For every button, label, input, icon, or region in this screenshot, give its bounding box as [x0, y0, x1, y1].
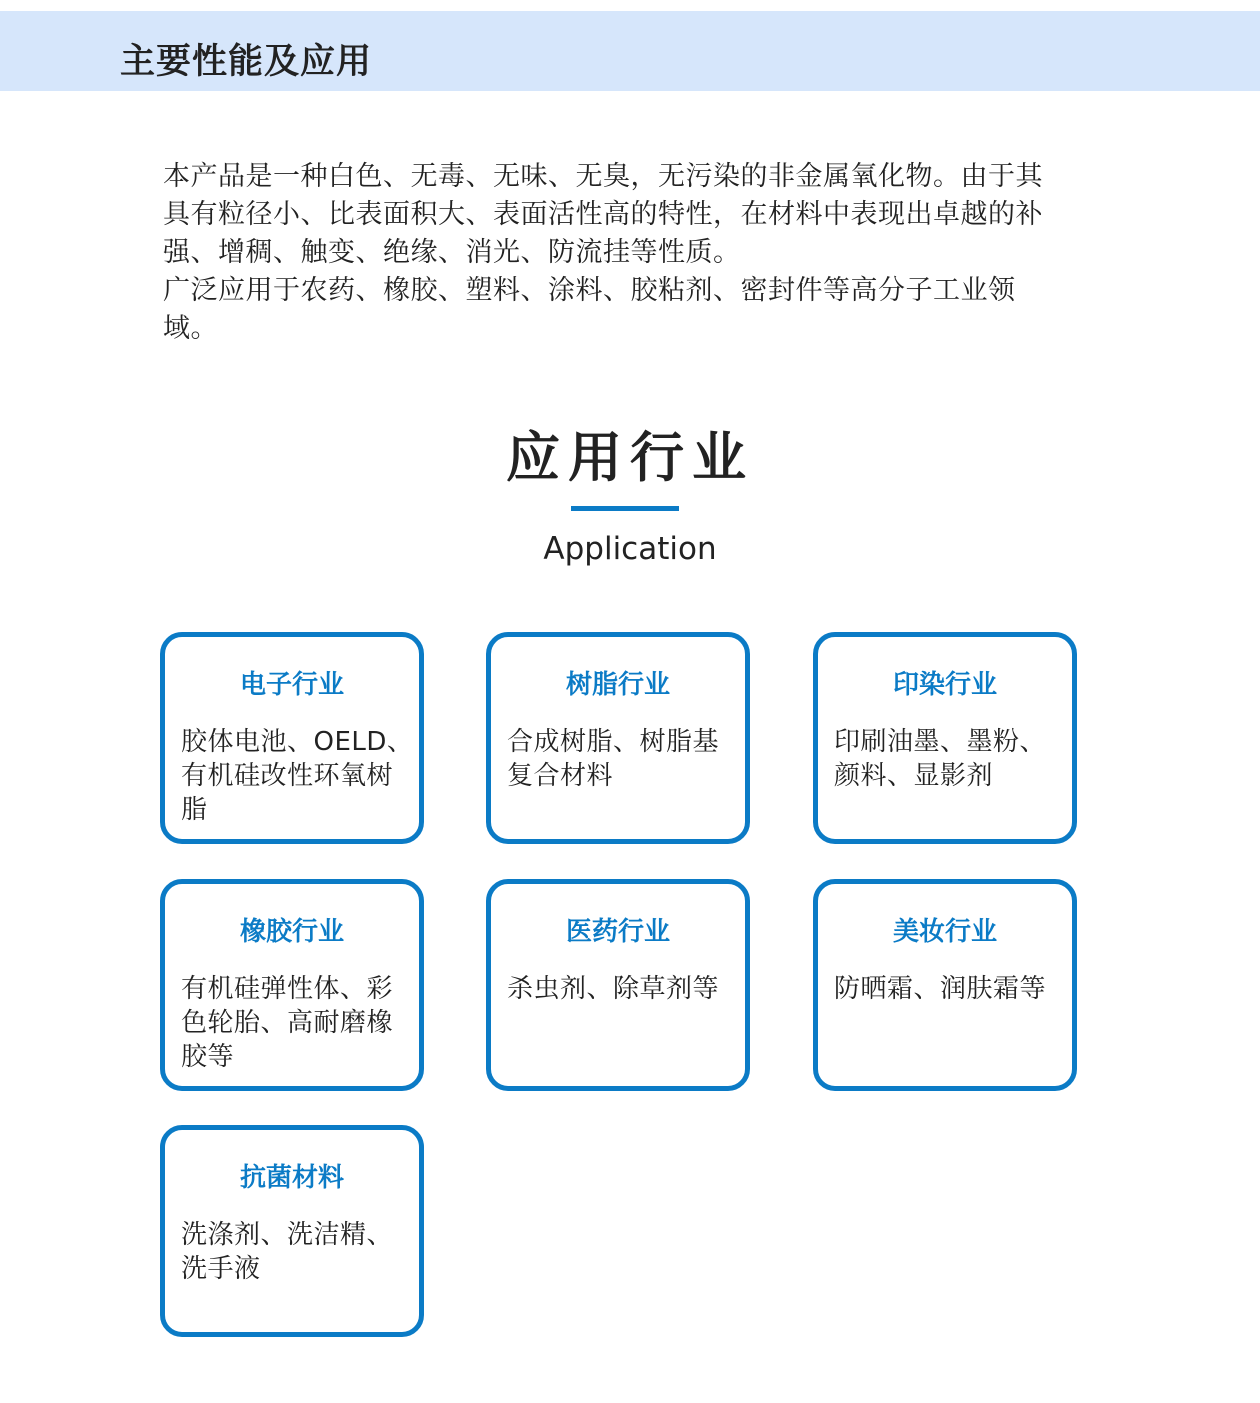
card-title: 印染行业	[892, 670, 997, 700]
card-title: 橡胶行业	[239, 917, 344, 947]
intro-paragraph: 广泛应用于农药、橡胶、塑料、涂料、胶粘剂、密封件等高分子工业领域。	[163, 275, 1016, 344]
industry-card-rubber	[160, 879, 424, 1091]
card-title: 抗菌材料	[239, 1163, 344, 1193]
industry-card-electronics	[160, 632, 424, 844]
industry-card-dyeing	[813, 632, 1077, 844]
header-band	[0, 11, 1260, 91]
card-title: 美妆行业	[892, 917, 997, 947]
section-divider	[571, 506, 679, 511]
card-description: 胶体电池、OELD、有机硅改性环氧树脂	[181, 727, 414, 825]
card-title: 树脂行业	[565, 670, 670, 700]
card-title: 医药行业	[565, 917, 670, 947]
section-subtitle: Application	[543, 531, 717, 567]
card-description: 有机硅弹性体、彩色轮胎、高耐磨橡胶等	[181, 974, 394, 1072]
industry-card-cosmetics	[813, 879, 1077, 1091]
card-description: 防晒霜、润肤霜等	[834, 974, 1047, 1004]
card-title: 电子行业	[239, 670, 344, 700]
card-description: 印刷油墨、墨粉、颜料、显影剂	[834, 727, 1047, 791]
intro-text	[163, 158, 1068, 348]
card-description: 合成树脂、树脂基复合材料	[507, 727, 720, 791]
intro-paragraph: 本产品是一种白色、无毒、无味、无臭，无污染的非金属氧化物。由于其具有粒径小、比表面积大、表面活性高的特性，在材料中表现出卓越的补强、增稠、触变、绝缘、消光、防流挂等性质。	[163, 161, 1043, 268]
industry-card-resin	[486, 632, 750, 844]
card-description: 洗涤剂、洗洁精、洗手液	[181, 1220, 394, 1284]
industry-card-pharma	[486, 879, 750, 1091]
section-title: 应用行业	[506, 426, 754, 489]
card-description: 杀虫剂、除草剂等	[507, 974, 720, 1004]
header-title: 主要性能及应用	[120, 42, 373, 82]
industry-card-antibacterial	[160, 1125, 424, 1337]
